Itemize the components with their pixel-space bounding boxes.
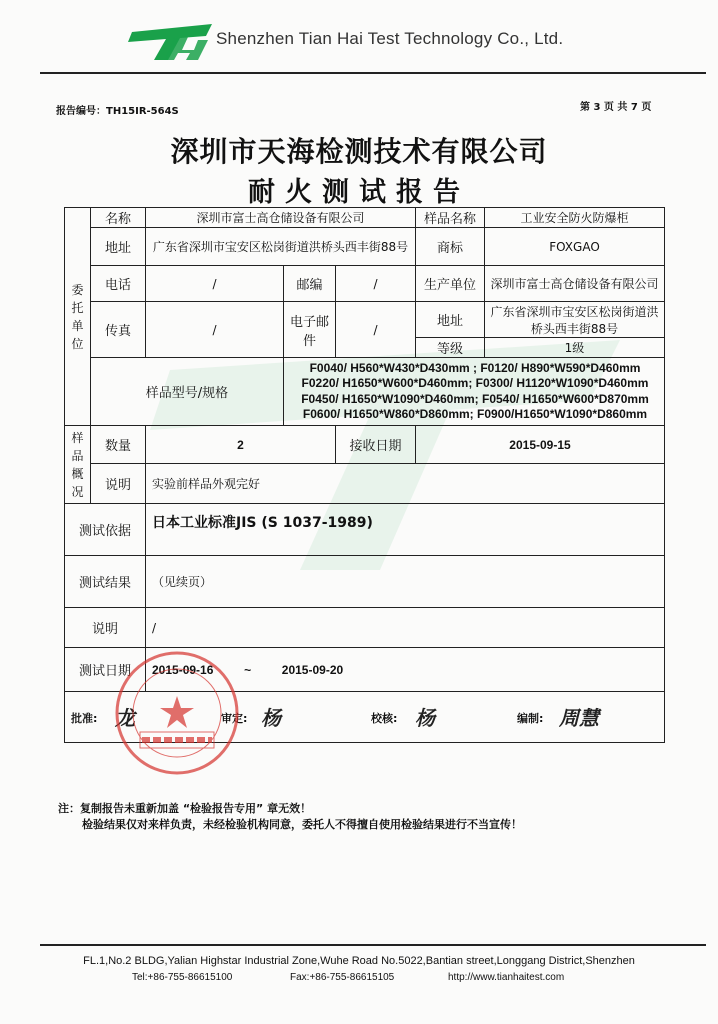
receive-date-label: 接收日期 xyxy=(336,426,416,464)
basis-label: 测试依据 xyxy=(65,504,146,556)
fax-value: / xyxy=(146,302,284,358)
note-line-2: 检验结果仅对来样负责，未经检验机构同意，委托人不得擅自使用检验结果进行不当宣传！ xyxy=(82,818,522,831)
brand-label: 商标 xyxy=(416,228,485,266)
page-info: 第 3 页 共 7 页 xyxy=(580,102,652,113)
mfr-address-label: 地址 xyxy=(416,302,485,338)
brand-value: FOXGAO xyxy=(485,228,665,266)
client-name: 深圳市富士高仓储设备有限公司 xyxy=(146,208,416,228)
approve-label: 批准: xyxy=(71,712,98,725)
client-name-label: 名称 xyxy=(91,208,146,228)
desc-value: 实验前样品外观完好 xyxy=(146,464,665,504)
review-label: 审定: xyxy=(221,712,248,725)
client-address-label: 地址 xyxy=(91,228,146,266)
grade-label: 等级 xyxy=(416,338,485,358)
overview-section-label: 样 品 概 况 xyxy=(65,426,91,504)
email-label: 电子邮件 xyxy=(284,302,336,358)
footer-rule xyxy=(40,944,706,946)
note-value: / xyxy=(146,608,665,648)
phone-label: 电话 xyxy=(91,266,146,302)
edit-signature: 周慧 xyxy=(559,706,599,730)
model-line: F0220/ H1650*W600*D460mm; F0300/ H1120*W1090*D460mm xyxy=(301,376,649,390)
test-date-start: 2015-09-16 xyxy=(152,662,214,677)
sample-name-label: 样品名称 xyxy=(416,208,485,228)
qty-value: 2 xyxy=(146,426,336,464)
footer-fax: Fax:+86-755-86615105 xyxy=(290,972,395,983)
result-value: （见续页） xyxy=(146,556,665,608)
report-title: 耐火测试报告 xyxy=(248,177,470,208)
edit-label: 编制: xyxy=(517,712,544,725)
model-list xyxy=(284,358,665,426)
footer-website[interactable]: http://www.tianhaitest.com xyxy=(448,972,565,983)
test-date-sep: ~ xyxy=(244,662,252,677)
desc-label: 说明 xyxy=(91,464,146,504)
test-date-end: 2015-09-20 xyxy=(281,662,344,677)
manufacturer-value: 深圳市富士高仓储设备有限公司 xyxy=(485,266,665,302)
review-signature: 杨 xyxy=(261,706,281,730)
client-section-label: 委 托 单 位 xyxy=(65,208,91,426)
footer-address: FL.1,No.2 BLDG,Yalian Highstar Industrial Zone,Wuhe Road No.5022,Bantian street,Longgang District,Shenzhen xyxy=(83,955,635,967)
check-signature: 杨 xyxy=(415,706,435,730)
client-address: 广东省深圳市宝安区松岗街道洪桥头西丰街88号 xyxy=(146,228,416,266)
sample-name: 工业安全防火防爆柜 xyxy=(485,208,665,228)
mfr-address-value: 广东省深圳市宝安区松岗街道洪桥头西丰街88号 xyxy=(485,302,665,338)
receive-date-value: 2015-09-15 xyxy=(416,426,665,464)
model-line: F0040/ H560*W430*D430mm ; F0120/ H890*W590*D460mm xyxy=(309,360,641,375)
email-value: / xyxy=(336,302,416,358)
note-label: 说明 xyxy=(65,608,146,648)
company-name-en: Shenzhen Tian Hai Test Technology Co., Ltd. xyxy=(216,29,564,48)
model-line: F0600/ H1650*W860*D860mm; F0900/H1650*W1090*D860mm xyxy=(302,407,648,421)
result-label: 测试结果 xyxy=(65,556,146,608)
grade-value: 1级 xyxy=(485,338,665,358)
approve-signature: 龙 xyxy=(115,706,135,730)
company-title-cn: 深圳市天海检测技术有限公司 xyxy=(170,135,548,168)
model-line: F0450/ H1650*W1090*D460mm; F0540/ H1650*W600*D870mm xyxy=(301,391,649,406)
postcode-label: 邮编 xyxy=(284,266,336,302)
model-label: 样品型号/规格 xyxy=(91,358,284,426)
inspection-stamp xyxy=(112,648,242,778)
note-line-1: 注：复制报告未重新加盖 “检验报告专用” 章无效！ xyxy=(58,802,312,815)
manufacturer-label: 生产单位 xyxy=(416,266,485,302)
check-label: 校核: xyxy=(371,712,398,725)
test-date-label: 测试日期 xyxy=(65,648,146,692)
fax-label: 传真 xyxy=(91,302,146,358)
postcode-value: / xyxy=(336,266,416,302)
company-logo xyxy=(128,22,216,62)
qty-label: 数量 xyxy=(91,426,146,464)
basis-value: 日本工业标准JIS (S 1037-1989) xyxy=(146,504,665,556)
header-rule xyxy=(40,72,706,74)
report-number: 报告编号：TH15IR-564S xyxy=(56,106,179,117)
footer-tel: Tel:+86-755-86615100 xyxy=(132,972,233,983)
phone-value: / xyxy=(146,266,284,302)
